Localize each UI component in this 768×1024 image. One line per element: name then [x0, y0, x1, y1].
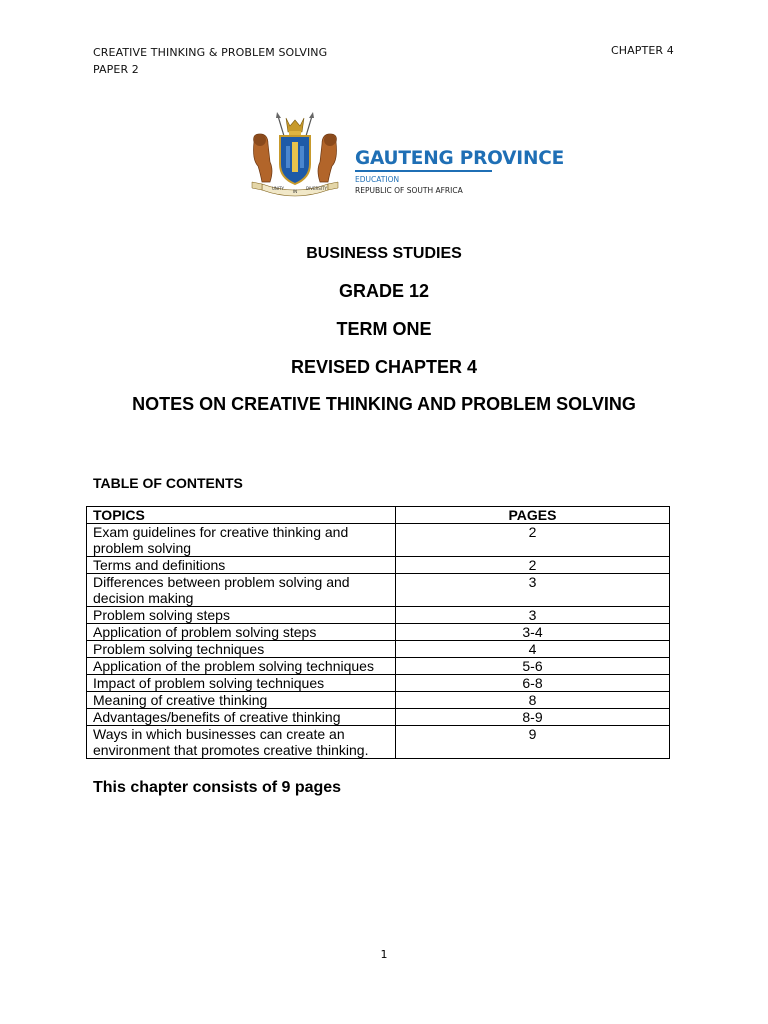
chapter-length-note: This chapter consists of 9 pages [93, 779, 342, 796]
toc-pages: 2 [396, 557, 670, 574]
logo-text [355, 148, 564, 195]
table-row [87, 524, 670, 557]
toc-pages: 6-8 [396, 675, 670, 692]
revised-chapter-title: REVISED CHAPTER 4 [290, 357, 478, 377]
table-row [87, 675, 670, 692]
toc-header-pages: PAGES [396, 507, 670, 524]
logo-province-name: GAUTENG PROVINCE [355, 148, 565, 169]
motto-diversity: DIVERSITY [306, 186, 327, 191]
logo-underline [355, 170, 492, 172]
table-row [87, 709, 670, 726]
toc-pages: 2 [396, 524, 670, 557]
table-row [87, 726, 670, 759]
page-number: 1 [380, 948, 388, 961]
grade-title: GRADE 12 [338, 281, 430, 301]
toc-pages: 3 [396, 607, 670, 624]
toc-title: TABLE OF CONTENTS [93, 475, 243, 491]
header-paper: PAPER 2 [93, 63, 139, 76]
header-chapter: CHAPTER 4 [611, 44, 674, 57]
toc-header-topics: TOPICS [87, 507, 396, 524]
toc-topic: Meaning of creative thinking [87, 692, 396, 709]
toc-topic: Ways in which businesses can create an environment that promotes creative thinking. [87, 726, 396, 759]
toc-topic: Impact of problem solving techniques [87, 675, 396, 692]
header-title: CREATIVE THINKING & PROBLEM SOLVING [93, 46, 328, 59]
toc-topic: Terms and definitions [87, 557, 396, 574]
logo-education: EDUCATION [355, 174, 400, 184]
toc-pages: 4 [396, 641, 670, 658]
toc-topic: Advantages/benefits of creative thinking [87, 709, 396, 726]
subject-title: BUSINESS STUDIES [306, 245, 462, 262]
logo-republic: REPUBLIC OF SOUTH AFRICA [355, 185, 463, 195]
term-title: TERM ONE [336, 319, 432, 339]
toc-pages: 3-4 [396, 624, 670, 641]
coat-of-arms-icon [252, 112, 338, 196]
table-row [87, 574, 670, 607]
toc-topic: Problem solving techniques [87, 641, 396, 658]
table-row [87, 692, 670, 709]
table-row [87, 607, 670, 624]
table-row [87, 641, 670, 658]
toc-topic: Exam guidelines for creative thinking and problem solving [87, 524, 396, 557]
toc-topic: Application of the problem solving techniques [87, 658, 396, 675]
running-header-left [93, 44, 327, 78]
toc-topic: Problem solving steps [87, 607, 396, 624]
toc-topic: Differences between problem solving and decision making [87, 574, 396, 607]
notes-title: NOTES ON CREATIVE THINKING AND PROBLEM SOLVING [132, 394, 636, 414]
table-row [87, 658, 670, 675]
motto-unity: UNITY [272, 186, 284, 191]
table-row [87, 557, 670, 574]
motto-in: IN [293, 189, 298, 194]
toc-pages: 3 [396, 574, 670, 607]
toc-table [86, 506, 670, 759]
toc-pages: 5-6 [396, 658, 670, 675]
toc-pages: 9 [396, 726, 670, 759]
table-row [87, 624, 670, 641]
toc-topic: Application of problem solving steps [87, 624, 396, 641]
toc-pages: 8 [396, 692, 670, 709]
toc-pages: 8-9 [396, 709, 670, 726]
toc-header-row [87, 507, 670, 524]
